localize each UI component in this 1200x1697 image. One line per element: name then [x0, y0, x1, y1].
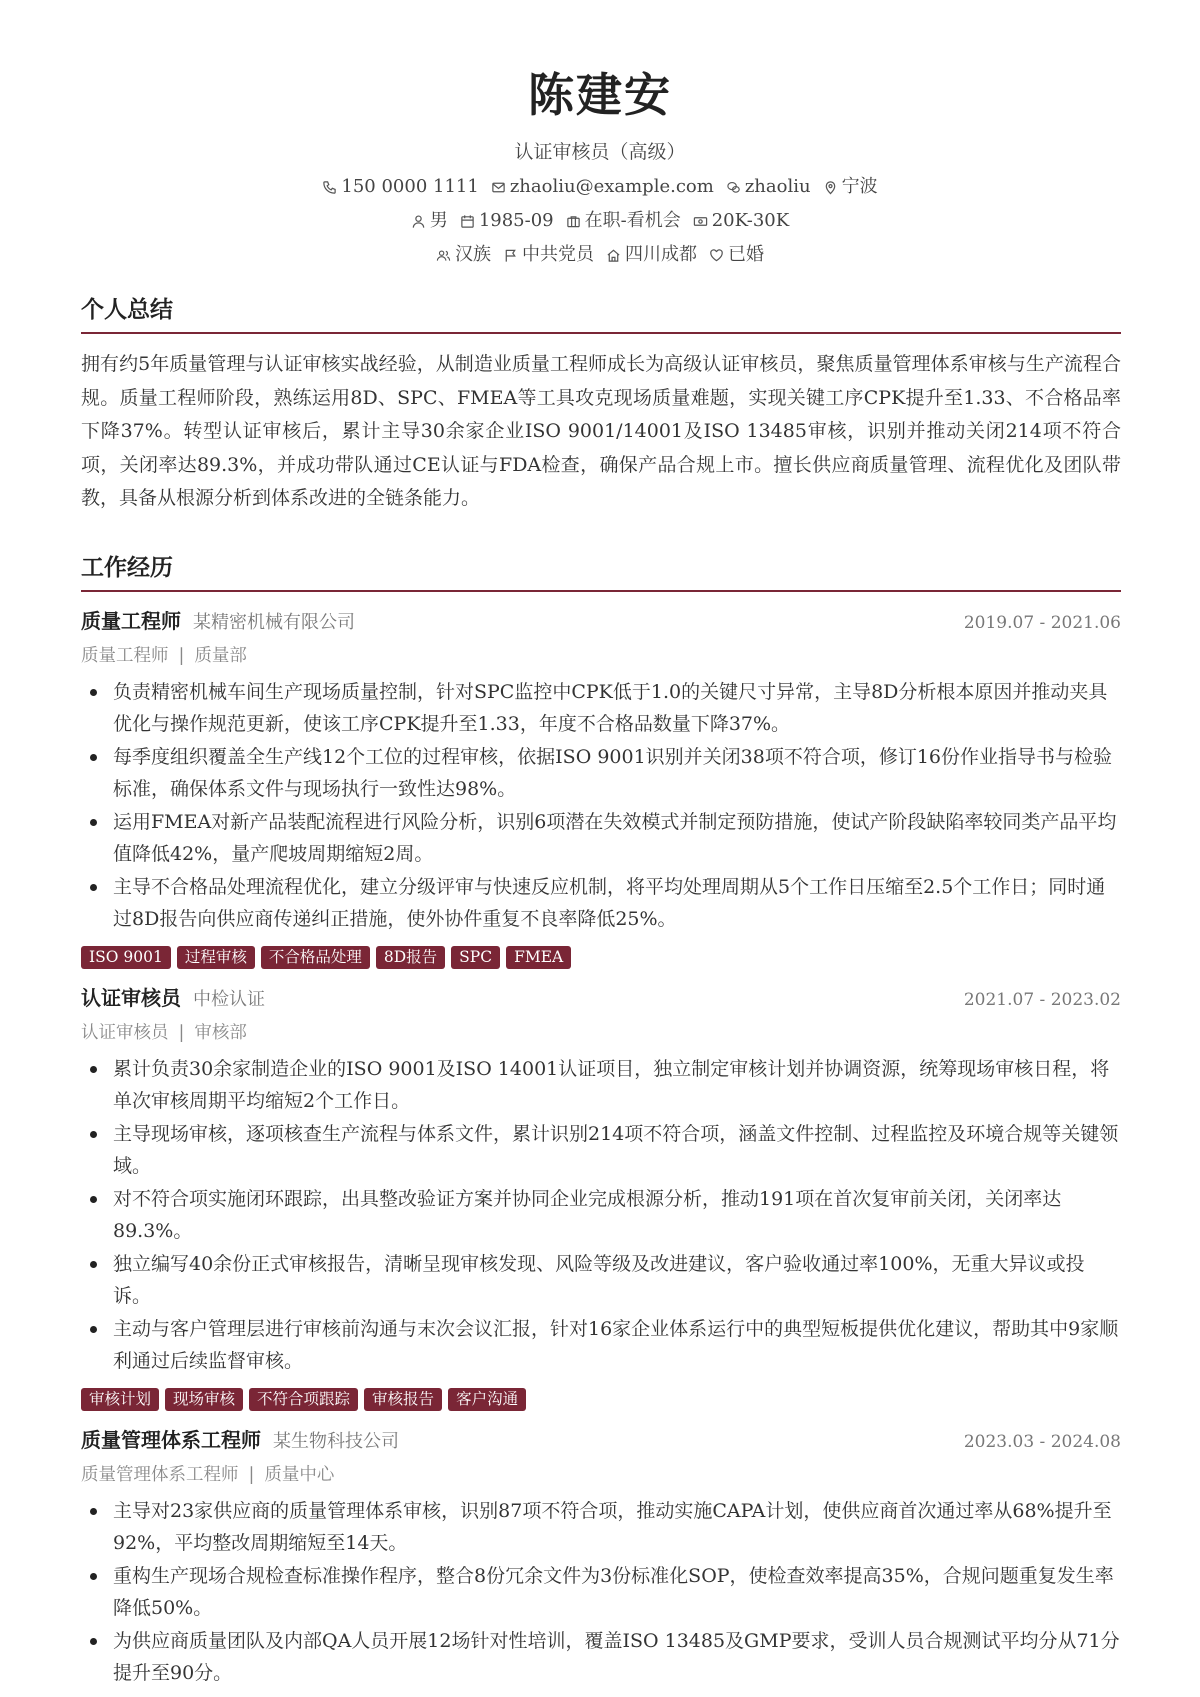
- job-date: 2019.07 - 2021.06: [963, 612, 1121, 633]
- heart-icon: [709, 248, 724, 263]
- email-text: zhaoliu@example.com: [509, 176, 714, 197]
- marital-text: 已婚: [728, 244, 764, 265]
- status-item: [566, 208, 681, 234]
- skill-tag: SPC: [451, 946, 500, 969]
- phone-item: [322, 174, 478, 200]
- summary-text: 拥有约5年质量管理与认证审核实战经验，从制造业质量工程师成长为高级认证审核员，聚焦质量管理体系审核与生产流程合规。质量工程师阶段，熟练运用8D、SPC、FMEA等工具攻克现场质量难题，实现关键工序CPK提升至1.33、不合格品率下降37%。转型认证审核后，累计主导30余家企业ISO 9001/14001及ISO 13485审核，识别并推动关闭214项不符合项，关闭率达89.3%，并成功带队通过CE认证与FDA检查，确保产品合规上市。擅长供应商质量管理、流程优化及团队带教，具备从根源分析到体系改进的全链条能力。: [81, 353, 1121, 510]
- job-dept: 质量中心: [264, 1464, 335, 1485]
- ethnicity-text: 汉族: [455, 244, 491, 265]
- user-icon: [411, 214, 426, 229]
- job-bullets: [81, 676, 1121, 936]
- skill-tag: 不符合项跟踪: [249, 1388, 358, 1411]
- separator: |: [178, 1022, 185, 1043]
- job-title: 质量工程师: [81, 608, 181, 633]
- job-subline: [81, 1017, 1121, 1049]
- job-title: 认证审核员: [81, 985, 181, 1010]
- wechat-text: zhaoliu: [744, 176, 811, 197]
- marital-item: [709, 242, 764, 268]
- politics-item: [503, 242, 594, 268]
- hometown-item: [606, 242, 697, 268]
- job-header: [81, 1423, 1121, 1459]
- background-row: [0, 242, 1200, 268]
- job-role: 质量管理体系工程师: [81, 1464, 239, 1485]
- resume-header: [0, 0, 1200, 268]
- work-section: [81, 550, 1121, 1690]
- people-icon: [436, 248, 451, 263]
- job-entry: [81, 1423, 1121, 1690]
- location-item: [823, 174, 878, 200]
- phone-text: 150 0000 1111: [341, 176, 479, 197]
- job-heading: [81, 604, 355, 640]
- job-role: 质量工程师: [81, 645, 169, 666]
- job-bullets: [81, 1495, 1121, 1690]
- job-date: 2023.03 - 2024.08: [963, 1431, 1121, 1452]
- location-text: 宁波: [841, 176, 878, 197]
- contact-row: [0, 174, 1200, 200]
- job-company: 某精密机械有限公司: [193, 611, 355, 633]
- skill-tag: 客户沟通: [448, 1388, 526, 1411]
- job-subline: [81, 1459, 1121, 1491]
- candidate-title: 认证审核员（高级）: [514, 141, 686, 163]
- bullet-item: 每季度组织覆盖全生产线12个工位的过程审核，依据ISO 9001识别并关闭38项不符合项，修订16份作业指导书与检验标准，确保体系文件与现场执行一致性达98%。: [81, 741, 1121, 806]
- skill-tag: 不合格品处理: [261, 946, 370, 969]
- job-subline: [81, 640, 1121, 672]
- bullet-item: 主动与客户管理层进行审核前沟通与末次会议汇报，针对16家企业体系运行中的典型短板提供优化建议，帮助其中9家顺利通过后续监督审核。: [81, 1313, 1121, 1378]
- wechat-icon: [726, 180, 741, 195]
- skill-tag: FMEA: [506, 946, 571, 969]
- bullet-item: 累计负责30余家制造企业的ISO 9001及ISO 14001认证项目，独立制定审核计划并协调资源，统筹现场审核日程，将单次审核周期平均缩短2个工作日。: [81, 1053, 1121, 1118]
- bullet-item: 对不符合项实施闭环跟踪，出具整改验证方案并协同企业完成根源分析，推动191项在首次复审前关闭，关闭率达89.3%。: [81, 1183, 1121, 1248]
- location-icon: [823, 180, 838, 195]
- phone-icon: [322, 180, 337, 195]
- skill-tag: 过程审核: [177, 946, 255, 969]
- email-item: [491, 174, 714, 200]
- job-entry: [81, 981, 1121, 1411]
- skill-tags: [81, 1388, 1121, 1411]
- gender-item: [411, 208, 448, 234]
- separator: |: [248, 1464, 255, 1485]
- bullet-item: 主导现场审核，逐项核查生产流程与体系文件，累计识别214项不符合项，涵盖文件控制、过程监控及环境合规等关键领域。: [81, 1118, 1121, 1183]
- resume-content: [81, 292, 1121, 1690]
- bullet-item: 负责精密机械车间生产现场质量控制，针对SPC监控中CPK低于1.0的关键尺寸异常，主导8D分析根本原因并推动夹具优化与操作规范更新，使该工序CPK提升至1.33，年度不合格品数量下降37%。: [81, 676, 1121, 741]
- politics-text: 中共党员: [522, 244, 594, 265]
- hometown-text: 四川成都: [625, 244, 697, 265]
- job-heading: [81, 1423, 399, 1459]
- separator: |: [178, 645, 185, 666]
- wechat-item: [726, 174, 811, 200]
- birth-item: [460, 208, 554, 234]
- job-header: [81, 604, 1121, 640]
- money-icon: [693, 214, 708, 229]
- skill-tags: [81, 946, 1121, 969]
- skill-tag: 审核计划: [81, 1388, 159, 1411]
- work-title: 工作经历: [81, 550, 1121, 592]
- skill-tag: 审核报告: [364, 1388, 442, 1411]
- job-header: [81, 981, 1121, 1017]
- job-company: 中检认证: [193, 988, 265, 1010]
- salary-item: [693, 208, 789, 234]
- calendar-icon: [460, 214, 475, 229]
- job-company: 某生物科技公司: [273, 1430, 399, 1452]
- candidate-name: 陈建安: [528, 68, 672, 122]
- job-dept: 质量部: [194, 645, 247, 666]
- summary-title: 个人总结: [81, 292, 1121, 334]
- bullet-item: 为供应商质量团队及内部QA人员开展12场针对性培训，覆盖ISO 13485及GMP要求，受训人员合规测试平均分从71分提升至90分。: [81, 1625, 1121, 1690]
- summary-section: [81, 292, 1121, 516]
- bullet-item: 独立编写40余份正式审核报告，清晰呈现审核发现、风险等级及改进建议，客户验收通过率100%，无重大异议或投诉。: [81, 1248, 1121, 1313]
- personal-row: [0, 208, 1200, 234]
- status-text: 在职-看机会: [584, 210, 681, 231]
- job-date: 2021.07 - 2023.02: [963, 989, 1121, 1010]
- bullet-item: 运用FMEA对新产品装配流程进行风险分析，识别6项潜在失效模式并制定预防措施，使试产阶段缺陷率较同类产品平均值降低42%，量产爬坡周期缩短2周。: [81, 806, 1121, 871]
- job-role: 认证审核员: [81, 1022, 169, 1043]
- salary-text: 20K-30K: [711, 210, 790, 231]
- bullet-item: 主导对23家供应商的质量管理体系审核，识别87项不符合项，推动实施CAPA计划，使供应商首次通过率从68%提升至92%，平均整改周期缩短至14天。: [81, 1495, 1121, 1560]
- skill-tag: ISO 9001: [81, 946, 171, 969]
- skill-tag: 8D报告: [376, 946, 445, 969]
- ethnicity-item: [436, 242, 491, 268]
- job-title: 质量管理体系工程师: [81, 1427, 261, 1452]
- job-bullets: [81, 1053, 1121, 1378]
- job-heading: [81, 981, 265, 1017]
- job-dept: 审核部: [194, 1022, 247, 1043]
- skill-tag: 现场审核: [165, 1388, 243, 1411]
- birth-text: 1985-09: [478, 210, 554, 231]
- bullet-item: 主导不合格品处理流程优化，建立分级评审与快速反应机制，将平均处理周期从5个工作日压缩至2.5个工作日；同时通过8D报告向供应商传递纠正措施，使外协件重复不良率降低25%。: [81, 871, 1121, 936]
- mail-icon: [491, 180, 506, 195]
- gender-text: 男: [429, 210, 448, 231]
- bullet-item: 重构生产现场合规检查标准操作程序，整合8份冗余文件为3份标准化SOP，使检查效率提高35%，合规问题重复发生率降低50%。: [81, 1560, 1121, 1625]
- flag-icon: [503, 248, 518, 263]
- briefcase-icon: [566, 214, 581, 229]
- job-entry: [81, 604, 1121, 969]
- home-icon: [606, 248, 621, 263]
